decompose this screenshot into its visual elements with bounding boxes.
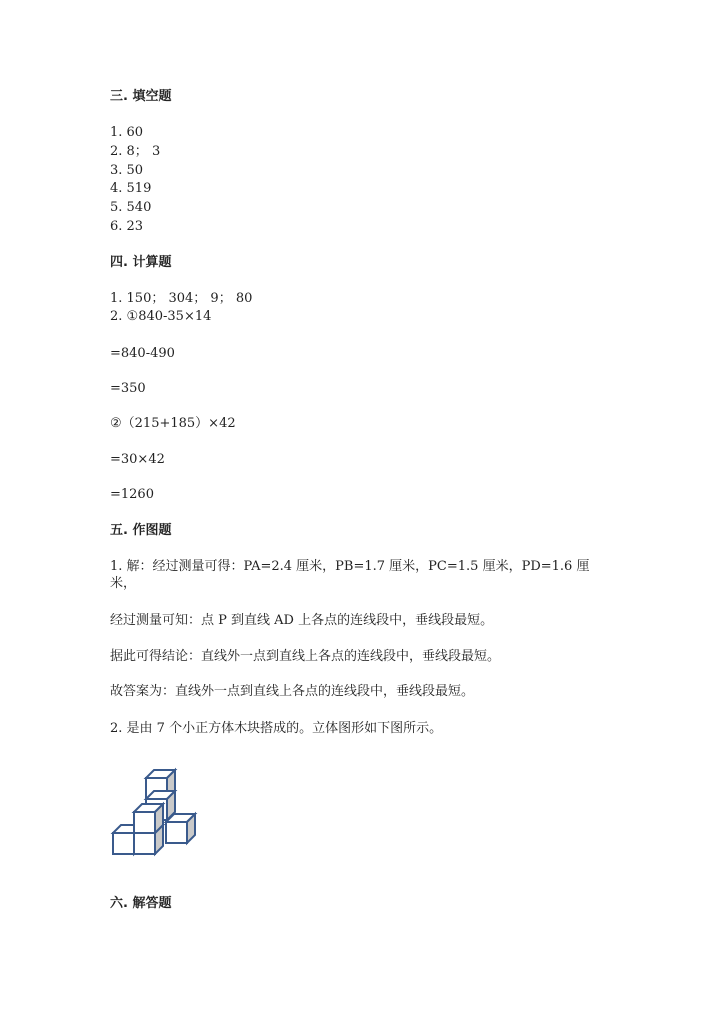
drawing-q1-observation: 经过测量可知：点 P 到直线 AD 上各点的连线段中，垂线段最短。 xyxy=(110,613,494,628)
section-4-heading: 四. 计算题 xyxy=(110,255,172,270)
calc-q2-step-3: =350 xyxy=(110,381,146,396)
cube-6 xyxy=(134,804,163,833)
cube-stack xyxy=(113,770,195,854)
section-6-heading: 六. 解答题 xyxy=(110,896,172,911)
answer-1: 1. 60 xyxy=(110,125,144,140)
calc-q1: 1. 150； 304； 9； 80 xyxy=(110,291,253,306)
answer-5: 5. 540 xyxy=(110,200,152,215)
cube-figure xyxy=(108,766,203,861)
drawing-q1-answer: 故答案为：直线外一点到直线上各点的连线段中，垂线段最短。 xyxy=(110,684,475,699)
calc-q2-step-6: =1260 xyxy=(110,487,154,502)
drawing-q1-conclusion: 据此可得结论：直线外一点到直线上各点的连线段中，垂线段最短。 xyxy=(110,649,501,664)
calc-q2-step-1: 2. ①840-35×14 xyxy=(110,309,212,324)
section-3-heading: 三. 填空题 xyxy=(110,89,172,104)
answer-3: 3. 50 xyxy=(110,163,144,178)
answer-6: 6. 23 xyxy=(110,219,144,234)
calc-q2-step-2: =840-490 xyxy=(110,346,175,361)
answer-2: 2. 8； 3 xyxy=(110,144,161,159)
answer-4: 4. 519 xyxy=(110,181,152,196)
drawing-q2-text: 2. 是由 7 个小正方体木块搭成的。立体图形如下图所示。 xyxy=(110,721,443,736)
calc-q2-step-5: =30×42 xyxy=(110,452,165,467)
drawing-q1-text: 1. 解：经过测量可得：PA=2.4 厘米，PB=1.7 厘米，PC=1.5 厘米，PD=1.6 厘米， xyxy=(110,559,590,591)
cube-3 xyxy=(166,814,195,843)
calc-q2-step-4: ②（215+185）×42 xyxy=(110,416,236,431)
section-5-heading: 五. 作图题 xyxy=(110,523,172,538)
